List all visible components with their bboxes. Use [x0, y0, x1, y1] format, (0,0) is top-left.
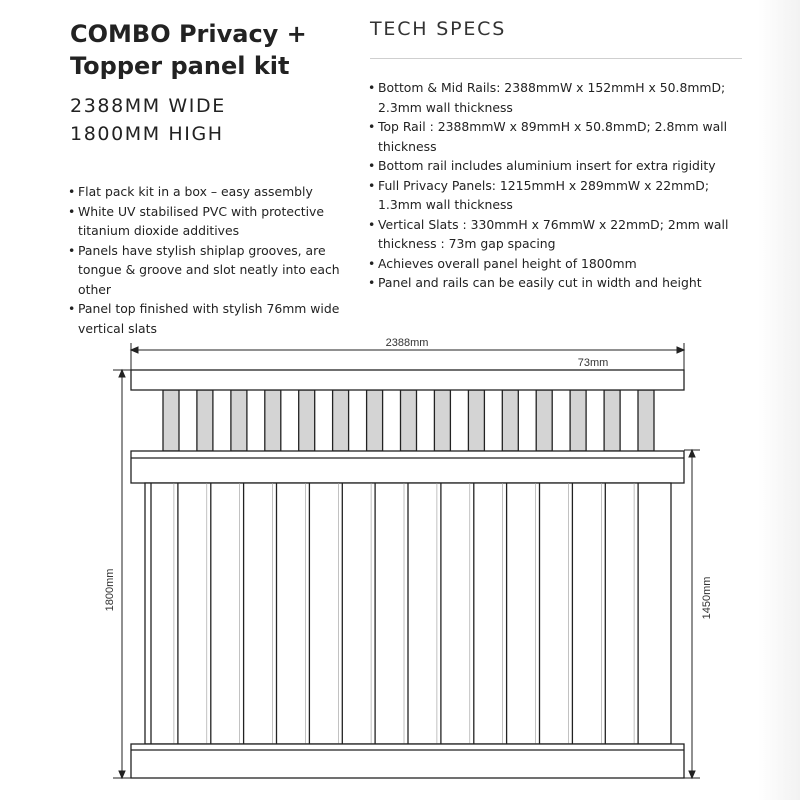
arrow-right: [677, 347, 684, 353]
panel-arrow-up: [689, 450, 695, 457]
topper-slats: [163, 390, 654, 451]
label-panel-height: 1450mm: [701, 576, 713, 620]
spec-item: • Full Privacy Panels: 1215mmH x 289mmW x 22mmD; 1.3mm wall thickness: [368, 176, 753, 215]
panel-arrow-down: [689, 771, 695, 778]
arrow-up: [119, 370, 125, 377]
spec-item: • Bottom rail includes aluminium insert for extra rigidity: [368, 156, 753, 176]
spec-item: • Bottom & Mid Rails: 2388mmW x 152mmH x 50.8mmD; 2.3mm wall thickness: [368, 78, 753, 117]
topper-slat: [638, 390, 654, 451]
spec-item: • Top Rail : 2388mmW x 89mmH x 50.8mmD; 2.8mm wall thickness: [368, 117, 753, 156]
spec-item: • Panel and rails can be easily cut in width and height: [368, 273, 753, 293]
title-line-1: COMBO Privacy +: [70, 20, 307, 48]
spec-item: • Achieves overall panel height of 1800mm: [368, 254, 753, 274]
topper-slat: [502, 390, 518, 451]
label-total-width: 2388mm: [385, 337, 429, 349]
feature-item: • Panels have stylish shiplap grooves, are tongue & groove and slot neatly into each other: [68, 241, 368, 300]
top-rail: [131, 370, 684, 390]
fence-panel: [131, 370, 684, 778]
topper-slat: [570, 390, 586, 451]
topper-slat: [197, 390, 213, 451]
topper-slat: [401, 390, 417, 451]
dimension-width: 2388MM WIDE: [70, 95, 226, 117]
topper-slat: [434, 390, 450, 451]
feature-item: • White UV stabilised PVC with protective titanium dioxide additives: [68, 202, 368, 241]
arrow-down: [119, 771, 125, 778]
feature-item: • Flat pack kit in a box – easy assembly: [68, 182, 368, 202]
mid-rail: [131, 451, 684, 483]
topper-slat: [536, 390, 552, 451]
title-line-2: Topper panel kit: [70, 52, 290, 80]
spec-item: • Vertical Slats : 330mmH x 76mmW x 22mmD; 2mm wall thickness : 73m gap spacing: [368, 215, 753, 254]
topper-slat: [367, 390, 383, 451]
topper-slat: [299, 390, 315, 451]
topper-slat: [231, 390, 247, 451]
arrow-left: [131, 347, 138, 353]
bottom-rail: [131, 744, 684, 778]
label-gap: 73mm: [577, 357, 609, 369]
privacy-boards: [145, 483, 671, 744]
topper-slat: [163, 390, 179, 451]
tech-specs-heading: TECH SPECS: [370, 18, 507, 40]
topper-slat: [333, 390, 349, 451]
topper-slat: [604, 390, 620, 451]
label-total-height: 1800mm: [104, 568, 116, 612]
topper-slat: [265, 390, 281, 451]
topper-slat: [468, 390, 484, 451]
dimension-height: 1800MM HIGH: [70, 123, 224, 145]
feature-item: • Panel top finished with stylish 76mm wide vertical slats: [68, 299, 368, 338]
